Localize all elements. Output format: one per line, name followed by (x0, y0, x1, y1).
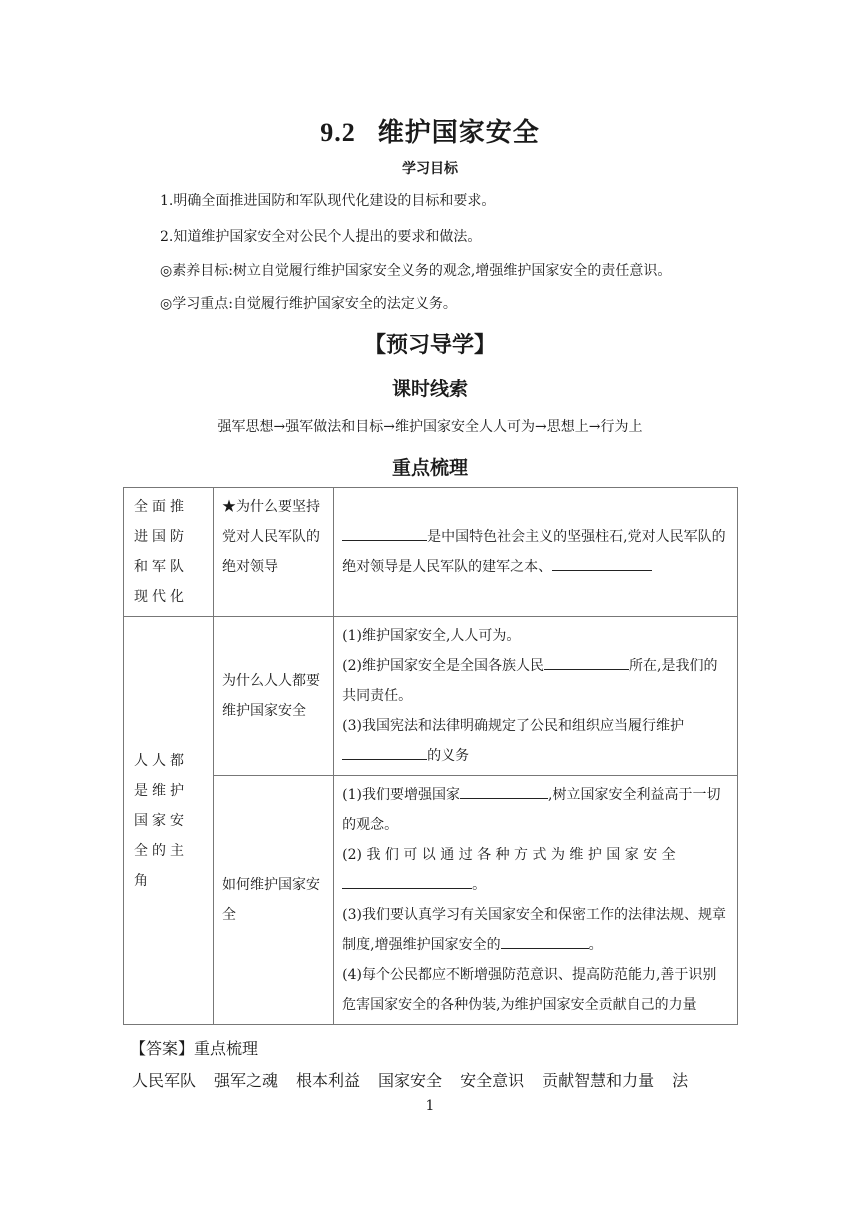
objectives-heading: 学习目标 (402, 161, 458, 177)
answer-item: 人民军队 (132, 1071, 197, 1090)
answer-item: 贡献智慧和力量 (542, 1071, 655, 1090)
outline-heading: 重点梳理 (391, 457, 468, 479)
table-cell: (1)维护国家安全,人人可为。 (2)维护国家安全是全国各族人民 所在,是我们的共同责任。 (3)我国宪法和法律明确规定了公民和组织应当履行维护的义务 (334, 617, 738, 776)
table-cell: 如何维护国家安全 (213, 776, 333, 1025)
answer-list (132, 1068, 706, 1091)
table-cell: 全面推进国防和军队现代化 (124, 488, 214, 617)
answer-item: 法 (672, 1071, 689, 1090)
table-row (124, 776, 738, 1025)
answer-blank[interactable] (460, 782, 548, 799)
answer-label: 【答案】重点梳理 (130, 1039, 259, 1058)
objective-item: ◎素养目标:树立自觉履行维护国家安全义务的观念,增强维护国家安全的责任意识。 (160, 263, 672, 279)
answer-blank[interactable] (552, 554, 652, 571)
page-title: 9.2 维护国家安全 (320, 118, 540, 148)
answer-blank[interactable] (501, 932, 589, 949)
answer-blank[interactable] (342, 872, 472, 889)
table-cell: 人人都是维护国家安全的主角 (124, 617, 214, 1025)
answer-item: 强军之魂 (214, 1071, 279, 1090)
answer-item: 国家安全 (378, 1071, 443, 1090)
objective-item: 1.明确全面推进国防和军队现代化建设的目标和要求。 (160, 193, 496, 209)
answer-blank[interactable] (342, 524, 427, 541)
clue-heading: 课时线索 (391, 378, 468, 400)
page-number: 1 (425, 1098, 435, 1114)
table-cell: (1)我们要增强国家 ,树立国家安全利益高于一切的观念。 (2) 我 们 可 以 通 过 各 种 方 式 为 维 护 国 家 安 全。 (3)我们要认真学习有关国家安全和保密工作的法律法规、规章制度,增强维护国家安全的 。 (4)每个公民都应不断增强防范意识、提高防范能力,善于识别危害国家安全的各种伪装,为维护国家安全贡献自己的力量 (334, 776, 738, 1025)
table-cell: 是中国特色社会主义的坚强柱石,党对人民军队的绝对领导是人民军队的建军之本、 (334, 488, 738, 617)
table-cell: ★为什么要坚持党对人民军队的绝对领导 (213, 488, 333, 617)
table-cell: 为什么人人都要维护国家安全 (213, 617, 333, 776)
answer-item: 安全意识 (460, 1071, 525, 1090)
preview-heading: 【预习导学】 (363, 333, 496, 358)
objective-item: ◎学习重点:自觉履行维护国家安全的法定义务。 (160, 296, 457, 312)
objective-item: 2.知道维护国家安全对公民个人提出的要求和做法。 (160, 229, 482, 245)
answer-blank[interactable] (342, 743, 427, 760)
answer-item: 根本利益 (296, 1071, 361, 1090)
answer-blank[interactable] (544, 653, 629, 670)
table-row (124, 488, 738, 617)
clue-text: 强军思想→强军做法和目标→维护国家安全人人可为→思想上→行为上 (217, 419, 643, 435)
outline-table (123, 487, 738, 1025)
table-row (124, 617, 738, 776)
